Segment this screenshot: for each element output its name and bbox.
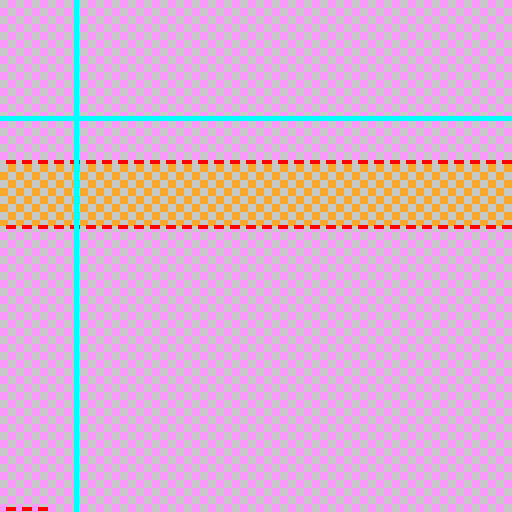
band-top-dashed-edge: [6, 160, 512, 164]
vertical-guide-line[interactable]: [74, 0, 79, 512]
horizontal-guide-line[interactable]: [0, 116, 512, 121]
band-bottom-dashed-edge: [6, 225, 512, 229]
bottom-left-dashed-mark: [6, 507, 52, 511]
